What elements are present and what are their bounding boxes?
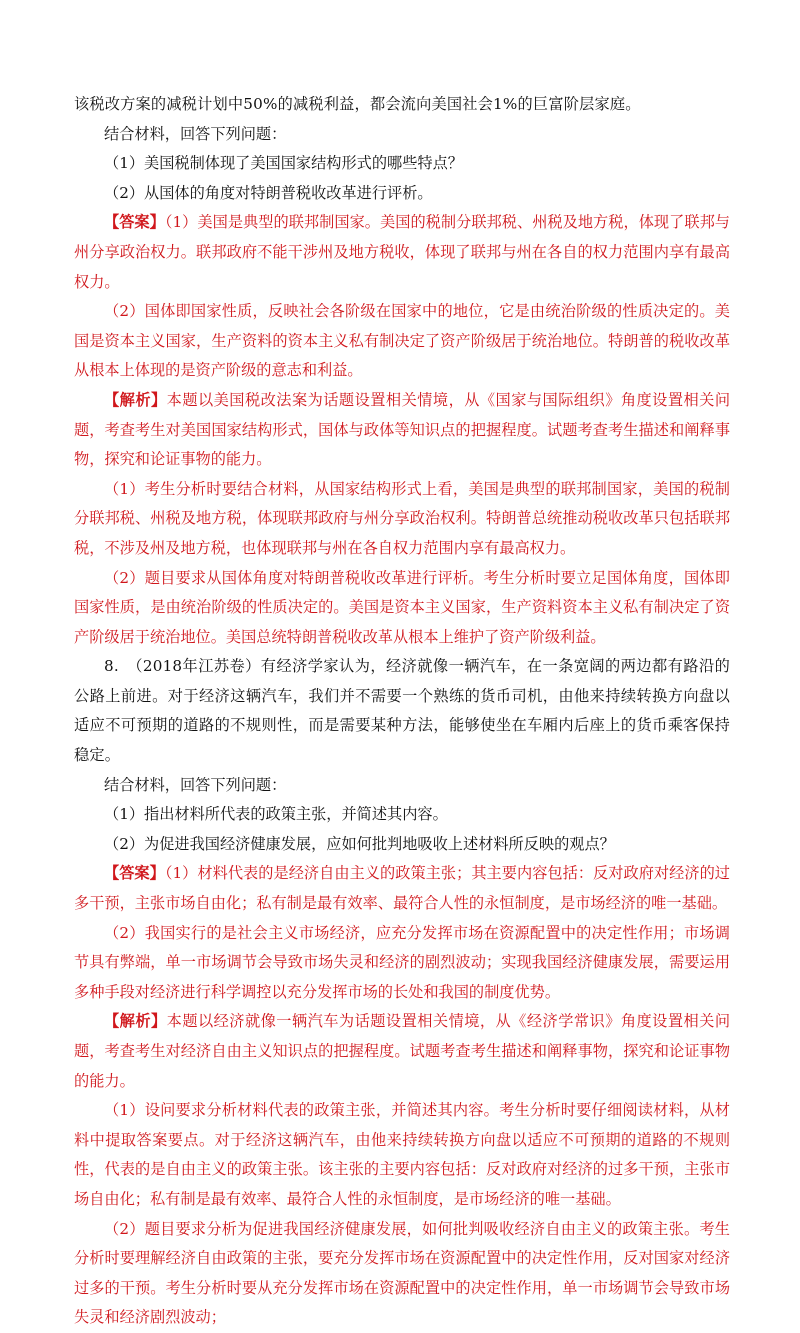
q8-analysis-intro (74, 1007, 730, 1096)
q7-question-2: （2）从国体的角度对特朗普税收改革进行评析。 (104, 183, 433, 202)
material-tail-line: 该税改方案的减税计划中50%的减税利益，都会流向美国社会1%的巨富阶层家庭。 (74, 95, 641, 113)
q7-analysis-intro-text: 本题以美国税改法案为话题设置相关情境，从《国家与国际组织》角度设置相关问题，考查考生对美国国家结构形式，国体与政体等知识点的把握程度。试题考查考生描述和阐释事物，探究和论证事物的能力。 (74, 390, 731, 469)
q8-question-2: （2）为促进我国经济健康发展，应如何批判地吸收上述材料所反映的观点？ (104, 834, 615, 853)
q8-analysis-1: （1）设问要求分析材料代表的政策主张，并简述其内容。考生分析时要仔细阅读材料，从材料中提取答案要点。对于经济这辆汽车，由他来持续转换方向盘以适应不可预期的道路的不规则性，代表的是自由主义的政策主张。该主张的主要内容包括：反对政府对经济的过多干预，主张市场自由化；私有制是最有效率、最符合人性的永恒制度，是市场经济的唯一基础。 (74, 1101, 730, 1208)
analysis-tag: 【解析】 (104, 1012, 167, 1031)
q8-answer-1 (74, 859, 730, 918)
document-page (74, 90, 730, 1333)
q8-prompt: 结合材料，回答下列问题： (104, 775, 287, 794)
q7-answer-1 (74, 208, 730, 297)
q7-question-1: （1）美国税制体现了美国国家结构形式的哪些特点？ (104, 154, 463, 173)
q7-answer-1-text: （1）美国是典型的联邦制国家。美国的税制分联邦税、州税及地方税，体现了联邦与州分享政治权力。联邦政府不能干涉州及地方税收，体现了联邦与州在各自的权力范围内享有最高权力。 (74, 213, 730, 291)
answer-tag: 【答案】 (104, 213, 165, 232)
q8-question-1: （1）指出材料所代表的政策主张，并简述其内容。 (104, 805, 448, 824)
q7-analysis-intro (74, 386, 730, 475)
analysis-tag: 【解析】 (104, 390, 167, 409)
q7-answer-2: （2）国体即国家性质，反映社会各阶级在国家中的地位，它是由统治阶级的性质决定的。美国是资本主义国家，生产资料的资本主义私有制决定了资产阶级居于统治地位。特朗普的税收改革从根本上体现的是资产阶级的意志和利益。 (74, 302, 730, 380)
q7-prompt: 结合材料，回答下列问题： (104, 124, 287, 143)
answer-tag: 【答案】 (104, 864, 165, 883)
q8-answer-2: （2）我国实行的是社会主义市场经济，应充分发挥市场在资源配置中的决定性作用；市场调节具有弊端，单一市场调节会导致市场失灵和经济的剧烈波动；实现我国经济健康发展，需要运用多种手段对经济进行科学调控以充分发挥市场的长处和我国的制度优势。 (74, 923, 730, 1001)
q8-stem: 8. （2018年江苏卷）有经济学家认为，经济就像一辆汽车，在一条宽阔的两边都有路沿的公路上前进。对于经济这辆汽车，我们并不需要一个熟练的货币司机，由他来持续转换方向盘以适应不可预期的道路的不规则性，而是需要某种方法，能够使坐在车厢内后座上的货币乘客保持稳定。 (74, 657, 730, 765)
q8-analysis-2: （2）题目要求分析为促进我国经济健康发展，如何批判吸收经济自由主义的政策主张。考生分析时要理解经济自由政策的主张，要充分发挥市场在资源配置中的决定性作用，反对国家对经济过多的干预。考生分析时要从充分发挥市场在资源配置中的决定性作用，单一市场调节会导致市场失灵和经济剧烈波动； (74, 1219, 730, 1327)
q7-analysis-2: （2）题目要求从国体角度对特朗普税收改革进行评析。考生分析时要立足国体角度，国体即国家性质，是由统治阶级的性质决定的。美国是资本主义国家，生产资料资本主义私有制决定了资产阶级居于统治地位。美国总统特朗普税收改革从根本上维护了资产阶级利益。 (74, 568, 730, 646)
q8-analysis-intro-text: 本题以经济就像一辆汽车为话题设置相关情境，从《经济学常识》角度设置相关问题，考查考生对经济自由主义知识点的把握程度。试题考查考生描述和阐释事物，探究和论证事物的能力。 (74, 1012, 731, 1090)
q7-analysis-1: （1）考生分析时要结合材料，从国家结构形式上看，美国是典型的联邦制国家，美国的税制分联邦税、州税及地方税，体现联邦政府与州分享政治权利。特朗普总统推动税收改革只包括联邦税，不涉及州及地方税，也体现联邦与州在各自权力范围内享有最高权力。 (74, 479, 730, 557)
q8-answer-1-text: （1）材料代表的是经济自由主义的政策主张；其主要内容包括：反对政府对经济的过多干预，主张市场自由化；私有制是最有效率、最符合人性的永恒制度，是市场经济的唯一基础。 (74, 864, 730, 913)
